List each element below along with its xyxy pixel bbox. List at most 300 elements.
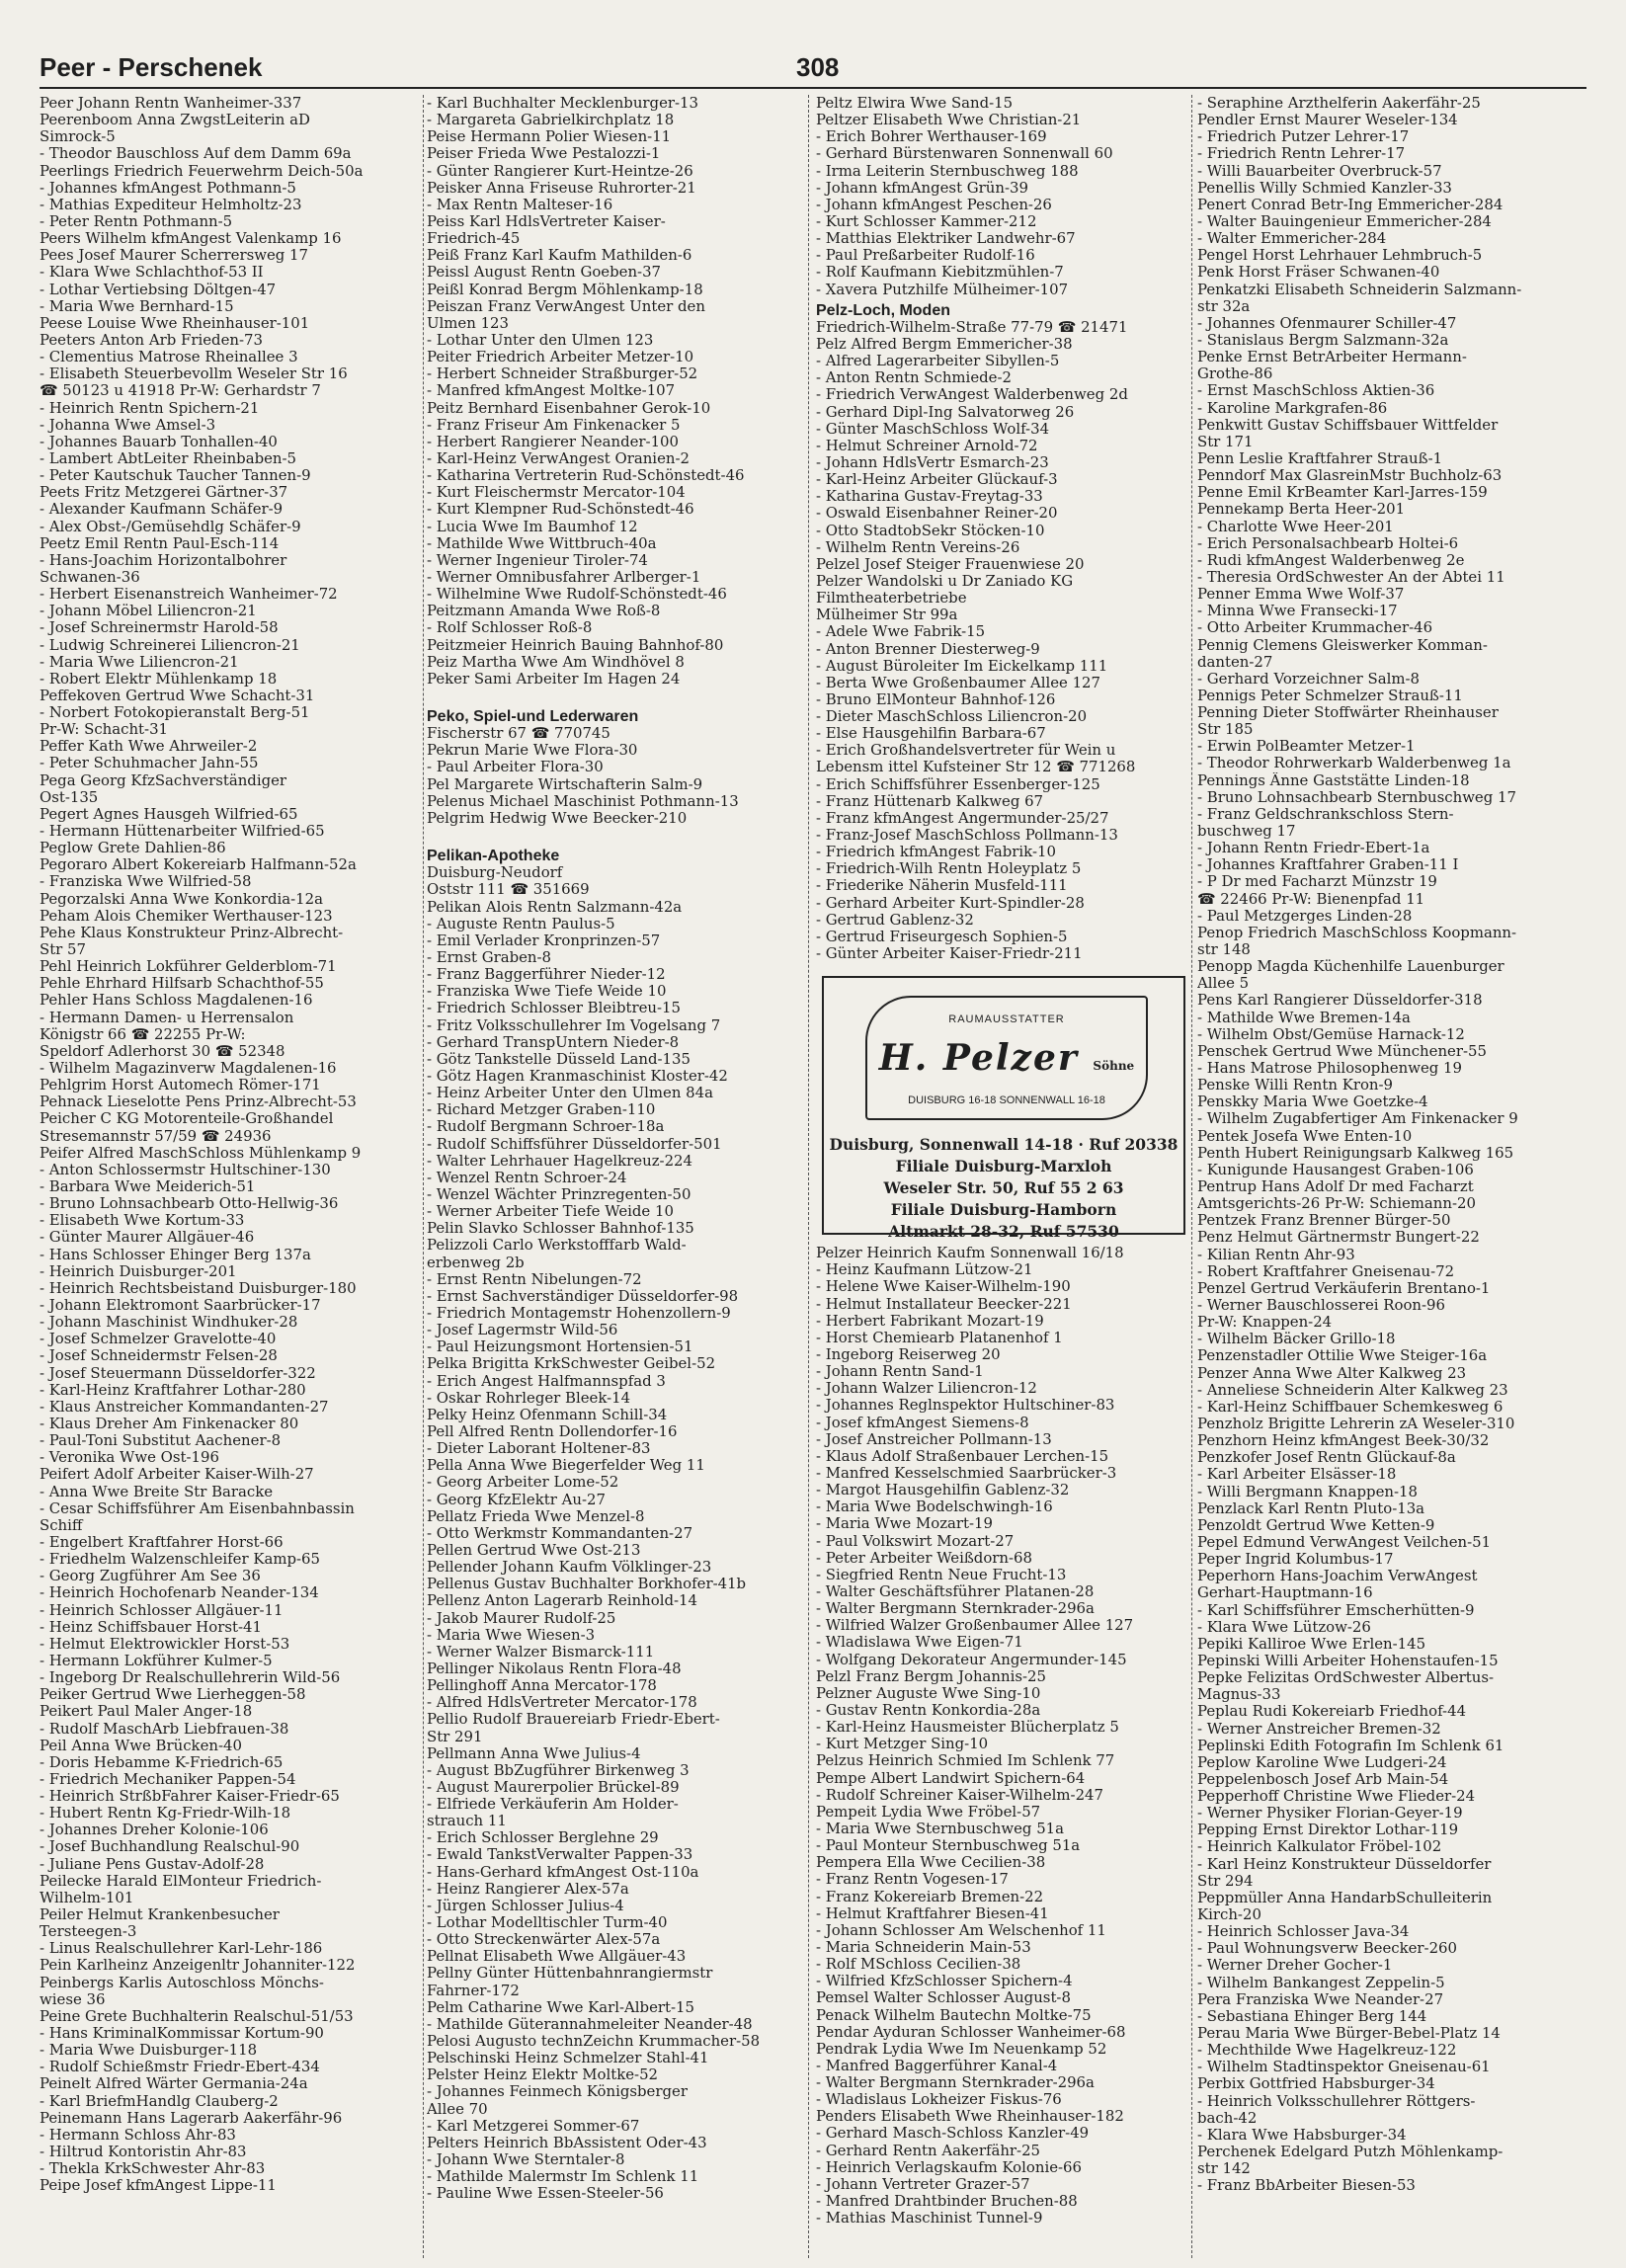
directory-entry: Pennigs Peter Schmelzer Strauß-11 (1197, 687, 1463, 704)
directory-entry: Pepke Felizitas OrdSchwester Albertus- (1197, 1669, 1495, 1687)
ad-line: Filiale Duisburg-Hamborn (890, 1200, 1117, 1220)
directory-entry: - Charlotte Wwe Heer-201 (1197, 518, 1394, 535)
directory-entry: - Kilian Rentn Ahr-93 (1197, 1246, 1355, 1263)
directory-entry: - Herbert Fabrikant Mozart-19 (816, 1312, 1044, 1330)
directory-entry: Penskky Maria Wwe Goetzke-4 (1197, 1094, 1428, 1111)
directory-entry: Penop Friedrich MaschSchloss Koopmann- (1197, 924, 1517, 941)
column-divider (423, 95, 424, 2258)
directory-entry: - Paul Heizungsmont Hortensien-51 (427, 1338, 693, 1356)
column-3-top-entries (816, 95, 1189, 962)
directory-entry: - Lothar Unter den Ulmen 123 (427, 331, 654, 349)
directory-entry: Pehe Klaus Konstrukteur Prinz-Albrecht- (40, 924, 344, 941)
directory-entry: - Clementius Matrose Rheinallee 3 (40, 349, 298, 366)
directory-entry: Lebensm ittel Kufsteiner Str 12 ☎ 771268 (816, 759, 1136, 776)
directory-entry: - Herbert Rangierer Neander-100 (427, 433, 679, 450)
directory-entry: - Hiltrud Kontoristin Ahr-83 (40, 2144, 247, 2161)
directory-entry: - Theodor Bauschloss Auf dem Damm 69a (40, 145, 352, 163)
directory-entry: - Josef Lagermstr Wild-56 (427, 1322, 618, 1339)
directory-entry: - Veronika Wwe Ost-196 (40, 1449, 219, 1467)
directory-entry: - Juliane Pens Gustav-Adolf-28 (40, 1855, 265, 1873)
directory-entry: Speldorf Adlerhorst 30 ☎ 52348 (40, 1042, 285, 1060)
directory-entry: - Paul Wohnungsverw Beecker-260 (1197, 1940, 1458, 1958)
directory-entry: Penn Leslie Kraftfahrer Strauß-1 (1197, 449, 1443, 467)
directory-entry: - Paul Monteur Sternbuschweg 51a (816, 1837, 1081, 1855)
directory-entry: - Margot Hausgehilfin Gablenz-32 (816, 1482, 1070, 1499)
directory-entry: Pegert Agnes Hausgeh Wilfried-65 (40, 805, 298, 823)
ad-address-lines (824, 1134, 1183, 1243)
directory-entry: - Georg KfzElektr Au-27 (427, 1491, 606, 1508)
directory-entry: - Dieter MaschSchloss Liliencron-20 (816, 708, 1088, 726)
directory-entry: - Wilfried Walzer Großenbaumer Allee 127 (816, 1617, 1134, 1635)
directory-entry: Pempe Albert Landwirt Spichern-64 (816, 1769, 1086, 1787)
directory-entry: Pellinger Nikolaus Rentn Flora-48 (427, 1660, 682, 1677)
directory-entry: - Lucia Wwe Im Baumhof 12 (427, 518, 638, 535)
directory-entry: - Johannes Reglnspektor Hultschiner-83 (816, 1397, 1115, 1415)
directory-entry: - Maria Schneiderin Main-53 (816, 1938, 1031, 1956)
directory-entry: - Linus Realschullehrer Karl-Lehr-186 (40, 1940, 323, 1958)
directory-entry: Peltzer Elisabeth Wwe Christian-21 (816, 112, 1082, 129)
directory-entry: - Friedrich Putzer Lehrer-17 (1197, 128, 1410, 146)
directory-entry: - Mathias Expediteur Helmholtz-23 (40, 196, 302, 213)
ad-line: Weseler Str. 50, Ruf 55 2 63 (883, 1178, 1124, 1198)
directory-entry: Peifert Adolf Arbeiter Kaiser-Wilh-27 (40, 1466, 314, 1484)
directory-entry: - Peter Schuhmacher Jahn-55 (40, 755, 259, 772)
directory-entry: Perchenek Edelgard Putzh Möhlenkamp- (1197, 2144, 1504, 2161)
directory-entry: Peker Sami Arbeiter Im Hagen 24 (427, 670, 681, 688)
directory-entry: Pelin Slavko Schlosser Bahnhof-135 (427, 1220, 694, 1238)
directory-entry: - Manfred Drahtbinder Bruchen-88 (816, 2193, 1078, 2211)
directory-entry: Peplinski Edith Fotografin Im Schlenk 61 (1197, 1737, 1504, 1754)
directory-entry: - Wilhelm Bäcker Grillo-18 (1197, 1331, 1396, 1348)
directory-entry: - Walter Emmericher-284 (1197, 230, 1387, 248)
directory-entry: - Otto Arbeiter Krummacher-46 (1197, 619, 1433, 637)
directory-entry: - Herbert Eisenanstreich Wanheimer-72 (40, 586, 338, 604)
directory-entry: Peppmüller Anna HandarbSchulleiterin (1197, 1889, 1493, 1906)
directory-entry: - Rolf Kaufmann Kiebitzmühlen-7 (816, 264, 1064, 282)
directory-entry: - Heinz Rangierer Alex-57a (427, 1880, 629, 1898)
directory-entry: Str 185 (1197, 721, 1254, 739)
directory-entry: - Maria Wwe Liliencron-21 (40, 653, 239, 671)
directory-entry: Pelosi Augusto technZeichn Krummacher-58 (427, 2033, 761, 2051)
directory-entry: - Lothar Modelltischler Turm-40 (427, 1914, 668, 1932)
directory-entry: Pelky Heinz Ofenmann Schill-34 (427, 1406, 668, 1423)
directory-entry: - Wenzel Wächter Prinzregenten-50 (427, 1186, 691, 1203)
directory-entry: Königstr 66 ☎ 22255 Pr-W: (40, 1025, 246, 1043)
directory-entry: ☎ 50123 u 41918 Pr-W: Gerhardstr 7 (40, 382, 321, 400)
directory-entry: - Heinz Arbeiter Unter den Ulmen 84a (427, 1085, 713, 1102)
directory-entry: Pehl Heinrich Lokführer Gelderblom-71 (40, 958, 337, 976)
ad-brand (867, 1037, 1146, 1079)
directory-entry: Pentek Josefa Wwe Enten-10 (1197, 1127, 1413, 1145)
directory-entry: - Johann Vertreter Grazer-57 (816, 2175, 1030, 2193)
directory-entry: Pelzner Auguste Wwe Sing-10 (816, 1684, 1041, 1702)
directory-entry: - Jakob Maurer Rudolf-25 (427, 1609, 616, 1627)
directory-entry: - Doris Hebamme K-Friedrich-65 (40, 1753, 284, 1771)
directory-entry: Stresemannstr 57/59 ☎ 24936 (40, 1127, 272, 1145)
directory-entry: Pellnat Elisabeth Wwe Allgäuer-43 (427, 1948, 687, 1966)
directory-entry: Pehle Ehrhard Hilfsarb Schachthof-55 (40, 975, 324, 993)
column-divider (808, 95, 809, 2258)
directory-entry: - Else Hausgehilfin Barbara-67 (816, 725, 1046, 743)
directory-entry: - Hans KriminalKommissar Kortum-90 (40, 2025, 324, 2043)
directory-entry: Peine Grete Buchhalterin Realschul-51/53 (40, 2007, 354, 2025)
directory-entry: Peppelenbosch Josef Arb Main-54 (1197, 1770, 1449, 1788)
directory-entry: Pellenus Gustav Buchhalter Borkhofer-41b (427, 1576, 747, 1593)
directory-entry: - Helmut Installateur Beecker-221 (816, 1295, 1072, 1313)
directory-entry: - Götz Hagen Kranmaschinist Kloster-42 (427, 1068, 728, 1086)
directory-entry: Pehlgrim Horst Automech Römer-171 (40, 1077, 321, 1094)
directory-entry: - Wolfgang Dekorateur Angermunder-145 (816, 1651, 1127, 1668)
directory-entry: - Heinrich Duisburger-201 (40, 1262, 237, 1280)
directory-entry: Pellenz Anton Lagerarb Reinhold-14 (427, 1592, 697, 1610)
directory-entry: - Peter Rentn Pothmann-5 (40, 212, 233, 230)
directory-entry: - Gerhard Dipl-Ing Salvatorweg 26 (816, 403, 1075, 421)
directory-entry: - Pauline Wwe Essen-Steeler-56 (427, 2185, 664, 2203)
directory-entry: - Franz Kokereiarb Bremen-22 (816, 1888, 1044, 1905)
directory-entry: Pellio Rudolf Brauereiarb Friedr-Ebert- (427, 1711, 720, 1729)
directory-entry: - Horst Chemiearb Platanenhof 1 (816, 1329, 1063, 1346)
directory-entry: - Mathilde Güterannahmeleiter Neander-48 (427, 2015, 753, 2033)
directory-entry: - Mathilde Wwe Bremen-14a (1197, 1009, 1411, 1026)
directory-column-2 (427, 95, 800, 2258)
directory-entry: - Norbert Fotokopieranstalt Berg-51 (40, 704, 310, 722)
directory-entry: - Manfred Baggerführer Kanal-4 (816, 2057, 1058, 2074)
directory-entry: - Hubert Rentn Kg-Friedr-Wilh-18 (40, 1805, 291, 1822)
directory-entry: Allee 70 (427, 2100, 488, 2118)
directory-entry: Peitzmann Amanda Wwe Roß-8 (427, 603, 661, 620)
directory-entry: - Elisabeth Wwe Kortum-33 (40, 1212, 245, 1230)
directory-entry: - Rudolf MaschArb Liebfrauen-38 (40, 1720, 289, 1738)
directory-entry: - Rolf MSchloss Cecilien-38 (816, 1956, 1021, 1974)
directory-entry: str 32a (1197, 297, 1251, 315)
directory-entry: Pegorzalski Anna Wwe Konkordia-12a (40, 890, 323, 908)
directory-entry: Penning Dieter Stoffwärter Rheinhauser (1197, 704, 1499, 722)
directory-entry: - Günter Arbeiter Kaiser-Friedr-211 (816, 945, 1083, 963)
column-3-bottom-entries (816, 1245, 1189, 2227)
directory-entry: - Jürgen Schlosser Julius-4 (427, 1897, 624, 1914)
directory-entry: Pelzl Franz Bergm Johannis-25 (816, 1667, 1046, 1685)
directory-entry: - Oswald Eisenbahner Reiner-20 (816, 505, 1058, 523)
directory-entry: - Josef Steuermann Düsseldorfer-322 (40, 1364, 316, 1382)
directory-entry: - Gertrud Gablenz-32 (816, 911, 974, 929)
directory-entry: - Karl-Heinz Schiffbauer Schemkesweg 6 (1197, 1398, 1504, 1416)
directory-entry: Pelenus Michael Maschinist Pothmann-13 (427, 792, 739, 810)
directory-entry: - Klaus Anstreicher Kommandanten-27 (40, 1398, 329, 1416)
directory-entry: - Walter Lehrhauer Hagelkreuz-224 (427, 1152, 693, 1170)
directory-entry: Peifer Alfred MaschSchloss Mühlenkamp 9 (40, 1144, 362, 1162)
directory-entry: - Otto Streckenwärter Alex-57a (427, 1931, 661, 1949)
directory-entry: - Georg Zugführer Am See 36 (40, 1568, 261, 1585)
directory-entry: Penkwitt Gustav Schiffsbauer Wittfelder (1197, 416, 1499, 434)
directory-entry: - Werner Walzer Bismarck-111 (427, 1643, 655, 1660)
directory-entry: Pein Karlheinz Anzeigenltr Johanniter-122 (40, 1957, 356, 1975)
directory-entry: Allee 5 (1197, 975, 1250, 993)
directory-entry: - Karl BriefmHandlg Clauberg-2 (40, 2092, 279, 2110)
directory-entry: - Johann Rentn Sand-1 (816, 1363, 984, 1381)
directory-entry: Peper Ingrid Kolumbus-17 (1197, 1551, 1394, 1569)
directory-entry: - Maria Wwe Sternbuschweg 51a (816, 1820, 1065, 1837)
directory-entry: - Manfred Kesselschmied Saarbrücker-3 (816, 1465, 1117, 1482)
directory-entry: - Anneliese Schneiderin Alter Kalkweg 23 (1197, 1381, 1508, 1399)
directory-entry: - Hermann Hüttenarbeiter Wilfried-65 (40, 823, 325, 841)
directory-entry: - Walter Geschäftsführer Platanen-28 (816, 1582, 1095, 1600)
directory-entry: Penschek Gertrud Wwe Münchener-55 (1197, 1042, 1487, 1060)
directory-entry: - Alfred Lagerarbeiter Sibyllen-5 (816, 353, 1060, 370)
directory-entry: bach-42 (1197, 2109, 1258, 2127)
directory-entry: Magnus-33 (1197, 1686, 1281, 1704)
directory-entry: Pennekamp Berta Heer-201 (1197, 501, 1406, 519)
directory-entry: Str 294 (1197, 1872, 1254, 1890)
directory-entry: Penner Emma Wwe Wolf-37 (1197, 586, 1405, 604)
directory-entry: Pelikan Alois Rentn Salzmann-42a (427, 898, 683, 916)
directory-entry: Peitz Bernhard Eisenbahner Gerok-10 (427, 399, 711, 417)
directory-entry: - Wilhelm Obst/Gemüse Harnack-12 (1197, 1025, 1465, 1043)
directory-entry: - Minna Wwe Fransecki-17 (1197, 603, 1398, 620)
directory-entry: - Johann kfmAngest Grün-39 (816, 179, 1028, 197)
directory-entry: Pellny Günter Hüttenbahnrangiermstr (427, 1965, 713, 1983)
directory-entry: - Johannes Feinmech Königsberger (427, 2083, 688, 2101)
directory-entry: Pendrak Lydia Wwe Im Neuenkamp 52 (816, 2040, 1107, 2058)
directory-entry: - Rudi kfmAngest Walderbenweg 2e (1197, 551, 1465, 569)
directory-entry: - Heinrich Kalkulator Fröbel-102 (1197, 1838, 1442, 1856)
directory-entry: Peffer Kath Wwe Ahrweiler-2 (40, 738, 258, 756)
business-heading: Peko, Spiel-und Lederwaren (427, 708, 639, 726)
directory-entry: - Wilhelm Bankangest Zeppelin-5 (1197, 1974, 1445, 1991)
directory-entry: - Paul Volkswirt Mozart-27 (816, 1532, 1015, 1550)
directory-entry: - Walter Bergmann Sternkrader-296a (816, 2074, 1095, 2092)
directory-entry: Peitzmeier Heinrich Bauing Bahnhof-80 (427, 636, 724, 654)
directory-entry: - Thekla KrkSchwester Ahr-83 (40, 2160, 266, 2178)
directory-entry: Pega Georg KfzSachverständiger (40, 771, 287, 789)
running-head: Peer - Perschenek (40, 52, 263, 82)
directory-entry: Pr-W: Schacht-31 (40, 721, 169, 739)
directory-entry: - Erich Angest Halfmannspfad 3 (427, 1372, 666, 1390)
business-heading: Pelikan-Apotheke (427, 848, 560, 865)
directory-entry: Pengel Horst Lehrhauer Lehmbruch-5 (1197, 247, 1483, 265)
directory-entry: - Mechthilde Wwe Hagelkreuz-122 (1197, 2042, 1457, 2060)
directory-entry: - Sebastiana Ehinger Berg 144 (1197, 2007, 1427, 2025)
directory-entry: - Erich Bohrer Werthauser-169 (816, 128, 1047, 146)
directory-entry: Pendar Ayduran Schlosser Wanheimer-68 (816, 2023, 1126, 2041)
pelzer-logo (865, 996, 1148, 1120)
directory-entry: - Cesar Schiffsführer Am Eisenbahnbassin (40, 1499, 355, 1517)
directory-entry: - Gerhard Rentn Aakerfähr-25 (816, 2142, 1041, 2159)
directory-entry: - Karoline Markgrafen-86 (1197, 399, 1388, 417)
directory-entry: - Günter MaschSchloss Wolf-34 (816, 420, 1050, 438)
directory-entry: Pelz Alfred Bergm Emmericher-38 (816, 335, 1073, 353)
directory-entry: Pelzel Josef Steiger Frauenwiese 20 (816, 555, 1085, 573)
directory-entry: - Gerhard Masch-Schloss Kanzler-49 (816, 2125, 1090, 2143)
directory-entry: - Karl Schiffsführer Emscherhütten-9 (1197, 1601, 1475, 1619)
directory-entry: - Barbara Wwe Meiderich-51 (40, 1178, 256, 1195)
directory-entry: - Heinz Kaufmann Lützow-21 (816, 1261, 1033, 1279)
directory-entry: Peham Alois Chemiker Werthauser-123 (40, 907, 333, 925)
directory-entry: Penzhorn Heinz kfmAngest Beek-30/32 (1197, 1432, 1490, 1450)
directory-entry: Peinemann Hans Lagerarb Aakerfähr-96 (40, 2109, 343, 2127)
directory-entry: - Erich Schlosser Berglehne 29 (427, 1829, 659, 1847)
directory-entry: - Kurt Fleischermstr Mercator-104 (427, 484, 686, 502)
directory-entry: - Anton Brenner Diesterweg-9 (816, 640, 1040, 658)
directory-entry: - Heinrich Hochofenarb Neander-134 (40, 1584, 319, 1602)
directory-entry: - Matthias Elektriker Landwehr-67 (816, 230, 1076, 248)
directory-entry: - Ernst Rentn Nibelungen-72 (427, 1270, 642, 1288)
directory-entry: - Johann Walzer Liliencron-12 (816, 1380, 1037, 1398)
directory-entry: Pelm Catharine Wwe Karl-Albert-15 (427, 1998, 694, 2016)
directory-entry: - Karl Metzgerei Sommer-67 (427, 2117, 640, 2135)
directory-column-3 (816, 95, 1189, 2258)
directory-entry: - Rudolf Schießmstr Friedr-Ebert-434 (40, 2059, 320, 2076)
directory-entry: - Ingeborg Dr Realschullehrerin Wild-56 (40, 1669, 341, 1687)
directory-entry: Schiff (40, 1516, 83, 1534)
directory-entry: Perau Maria Wwe Bürger-Bebel-Platz 14 (1197, 2025, 1501, 2043)
directory-entry: Peglow Grete Dahlien-86 (40, 840, 226, 857)
directory-entry: - Johannes kfmAngest Pothmann-5 (40, 179, 296, 197)
directory-entry: Str 171 (1197, 433, 1254, 450)
directory-entry: - Wilfried KfzSchlosser Spichern-4 (816, 1973, 1073, 1990)
directory-entry: Penzer Anna Wwe Alter Kalkweg 23 (1197, 1364, 1467, 1382)
directory-entry: - August BbZugführer Birkenweg 3 (427, 1761, 690, 1779)
directory-entry: - Gerhard TranspUntern Nieder-8 (427, 1033, 680, 1051)
directory-entry: - Werner Physiker Florian-Geyer-19 (1197, 1805, 1463, 1822)
directory-entry: Peiss Karl HdlsVertreter Kaiser- (427, 212, 666, 230)
directory-entry: Penzlack Karl Rentn Pluto-13a (1197, 1499, 1425, 1517)
directory-entry: Mülheimer Str 99a (816, 607, 958, 624)
directory-entry: - Klara Wwe Schlachthof-53 II (40, 264, 264, 282)
directory-entry: - Erwin PolBeamter Metzer-1 (1197, 738, 1416, 756)
directory-entry: - Katharina Vertreterin Rud-Schönstedt-46 (427, 467, 745, 485)
directory-entry: Peiker Gertrud Wwe Lierheggen-58 (40, 1686, 306, 1704)
directory-entry: Penzel Gertrud Verkäuferin Brentano-1 (1197, 1279, 1491, 1297)
directory-entry: - Hans Matrose Philosophenweg 19 (1197, 1060, 1462, 1078)
directory-entry: str 142 (1197, 2160, 1251, 2178)
directory-entry: Peinelt Alfred Wärter Germania-24a (40, 2075, 308, 2093)
directory-entry: Penopp Magda Küchenhilfe Lauenburger (1197, 958, 1504, 976)
directory-entry: - Karl-Heinz Hausmeister Blücherplatz 5 (816, 1719, 1119, 1737)
directory-entry: Penert Conrad Betr-Ing Emmericher-284 (1197, 196, 1504, 213)
directory-entry: - Otto Werkmstr Kommandanten-27 (427, 1524, 693, 1542)
directory-entry: - Fritz Volksschullehrer Im Vogelsang 7 (427, 1016, 721, 1034)
directory-entry: Pens Karl Rangierer Düsseldorfer-318 (1197, 992, 1483, 1010)
directory-entry: - Gerhard Arbeiter Kurt-Spindler-28 (816, 894, 1085, 912)
directory-entry: - Willi Bauarbeiter Overbruck-57 (1197, 162, 1442, 180)
directory-entry: - Gerhard Vorzeichner Salm-8 (1197, 670, 1420, 688)
directory-entry: - Johann Wwe Sterntaler-8 (427, 2151, 625, 2169)
directory-entry: Friedrich-45 (427, 230, 521, 248)
directory-entry: - Wilhelm Rentn Vereins-26 (816, 538, 1020, 556)
directory-entry: - Ludwig Schreinerei Liliencron-21 (40, 636, 300, 654)
directory-entry: - Walter Bergmann Sternkrader-296a (816, 1600, 1095, 1618)
directory-entry: Peffekoven Gertrud Wwe Schacht-31 (40, 687, 315, 704)
directory-entry: Peiszan Franz VerwAngest Unter den (427, 297, 705, 315)
directory-entry: - Johann Möbel Liliencron-21 (40, 603, 257, 620)
directory-entry: - Anton Schlossermstr Hultschiner-130 (40, 1161, 331, 1178)
directory-entry: - Heinrich StrßbFahrer Kaiser-Friedr-65 (40, 1788, 340, 1806)
directory-entry: Peicher C KG Motorenteile-Großhandel (40, 1110, 334, 1128)
ad-line: Altmarkt 28-32, Ruf 57530 (888, 1222, 1119, 1242)
directory-entry: ☎ 22466 Pr-W: Bienenpfad 11 (1197, 890, 1425, 908)
directory-entry: - Heinrich Rentn Spichern-21 (40, 399, 260, 417)
directory-entry: - Mathilde Malermstr Im Schlenk 11 (427, 2168, 699, 2186)
directory-entry: - Hans Schlosser Ehinger Berg 137a (40, 1246, 311, 1263)
directory-entry: Pees Josef Maurer Scherrersweg 17 (40, 247, 309, 265)
directory-entry: - Werner Bauschlosserei Roon-96 (1197, 1296, 1445, 1314)
directory-entry: - Rudolf Schreiner Kaiser-Wilhelm-247 (816, 1786, 1104, 1804)
directory-entry: Peers Wilhelm kfmAngest Valenkamp 16 (40, 230, 342, 248)
directory-entry: Pelzus Heinrich Schmied Im Schlenk 77 (816, 1752, 1115, 1770)
directory-entry: str 148 (1197, 941, 1251, 959)
directory-entry: Pellinghoff Anna Mercator-178 (427, 1677, 657, 1695)
directory-entry: Duisburg-Neudorf (427, 864, 563, 882)
directory-entry: Pempeit Lydia Wwe Fröbel-57 (816, 1803, 1041, 1821)
directory-entry: - Elfriede Verkäuferin Am Holder- (427, 1796, 679, 1814)
directory-entry: - Helmut Kraftfahrer Biesen-41 (816, 1904, 1049, 1922)
directory-entry: wiese 36 (40, 1990, 106, 2008)
directory-entry: - Wilhelm Stadtinspektor Gneisenau-61 (1197, 2059, 1491, 2076)
directory-entry: - Wenzel Rentn Schroer-24 (427, 1169, 627, 1186)
directory-entry: - Heinrich Volksschullehrer Röttgers- (1197, 2092, 1476, 2110)
directory-entry: - Franz BbArbeiter Biesen-53 (1197, 2177, 1416, 2195)
directory-entry: Penellis Willy Schmied Kanzler-33 (1197, 179, 1452, 197)
directory-entry: - Maria Wwe Duisburger-118 (40, 2042, 258, 2060)
directory-entry: - Rolf Schlosser Roß-8 (427, 619, 593, 637)
directory-entry: Peetz Emil Rentn Paul-Esch-114 (40, 534, 280, 552)
directory-entry: - Franz Friseur Am Finkenacker 5 (427, 416, 681, 434)
directory-entry: - Karl Buchhalter Mecklenburger-13 (427, 95, 698, 112)
directory-entry: Pegoraro Albert Kokereiarb Halfmann-52a (40, 856, 357, 874)
directory-entry: Pelizzoli Carlo Werkstofffarb Wald- (427, 1237, 687, 1255)
directory-entry: - Kurt Metzger Sing-10 (816, 1736, 989, 1753)
directory-entry: Pelka Brigitta KrkSchwester Geibel-52 (427, 1355, 716, 1373)
directory-entry: Pellatz Frieda Wwe Menzel-8 (427, 1507, 645, 1525)
directory-entry: - Ewald TankstVerwalter Pappen-33 (427, 1846, 693, 1864)
directory-entry: Pentrup Hans Adolf Dr med Facharzt (1197, 1178, 1474, 1195)
directory-entry: - Franz Rentn Vogesen-17 (816, 1871, 1009, 1889)
directory-entry: - Maria Wwe Wiesen-3 (427, 1626, 596, 1644)
directory-entry: Peißl Konrad Bergm Möhlenkamp-18 (427, 281, 703, 298)
directory-entry: - Günter Rangierer Kurt-Heintze-26 (427, 162, 693, 180)
directory-entry: - Gustav Rentn Konkordia-28a (816, 1701, 1041, 1719)
directory-entry: Gerhart-Hauptmann-16 (1197, 1584, 1373, 1602)
directory-entry: Peiser Frieda Wwe Pestalozzi-1 (427, 145, 661, 163)
directory-entry: Pera Franziska Wwe Neander-27 (1197, 1990, 1444, 2008)
directory-entry: - Friedrich Montagemstr Hohenzollern-9 (427, 1304, 731, 1322)
ad-line: Duisburg, Sonnenwall 14-18 · Ruf 20338 (829, 1135, 1179, 1155)
directory-entry: Pr-W: Knappen-24 (1197, 1314, 1333, 1332)
directory-entry: Fischerstr 67 ☎ 770745 (427, 725, 610, 743)
directory-entry: Schwanen-36 (40, 568, 140, 586)
directory-entry: - Paul Preßarbeiter Rudolf-16 (816, 247, 1035, 265)
directory-entry: - Alex Obst-/Gemüsehdlg Schäfer-9 (40, 518, 301, 535)
directory-entry: - Karl Arbeiter Elsässer-18 (1197, 1466, 1397, 1484)
directory-entry: - Heinrich Schlosser Allgäuer-11 (40, 1601, 284, 1619)
directory-entry: - Johann Schlosser Am Welschenhof 11 (816, 1921, 1106, 1939)
directory-entry: - Johanna Wwe Amsel-3 (40, 416, 216, 434)
directory-entry: - Johann Rentn Friedr-Ebert-1a (1197, 840, 1430, 857)
directory-entry: - Hans-Joachim Horizontalbohrer (40, 551, 287, 569)
directory-entry: - Werner Anstreicher Bremen-32 (1197, 1720, 1441, 1738)
directory-entry: Ost-135 (40, 788, 99, 806)
directory-entry: Pelschinski Heinz Schmelzer Stahl-41 (427, 2050, 709, 2067)
directory-entry: Friedrich-Wilhelm-Straße 77-79 ☎ 21471 (816, 318, 1128, 336)
directory-entry: - Heinrich Verlagskaufm Kolonie-66 (816, 2158, 1083, 2176)
directory-entry: - Heinrich Rechtsbeistand Duisburger-180 (40, 1279, 357, 1297)
directory-entry: - Max Rentn Malteser-16 (427, 196, 613, 213)
directory-entry: - Ernst Graben-8 (427, 949, 552, 967)
directory-entry: Penack Wilhelm Bautechn Moltke-75 (816, 2006, 1092, 2024)
directory-entry: - Friedrich kfmAngest Fabrik-10 (816, 844, 1056, 861)
directory-column-4 (1197, 95, 1586, 2258)
directory-entry: Pepping Ernst Direktor Lothar-119 (1197, 1822, 1459, 1839)
